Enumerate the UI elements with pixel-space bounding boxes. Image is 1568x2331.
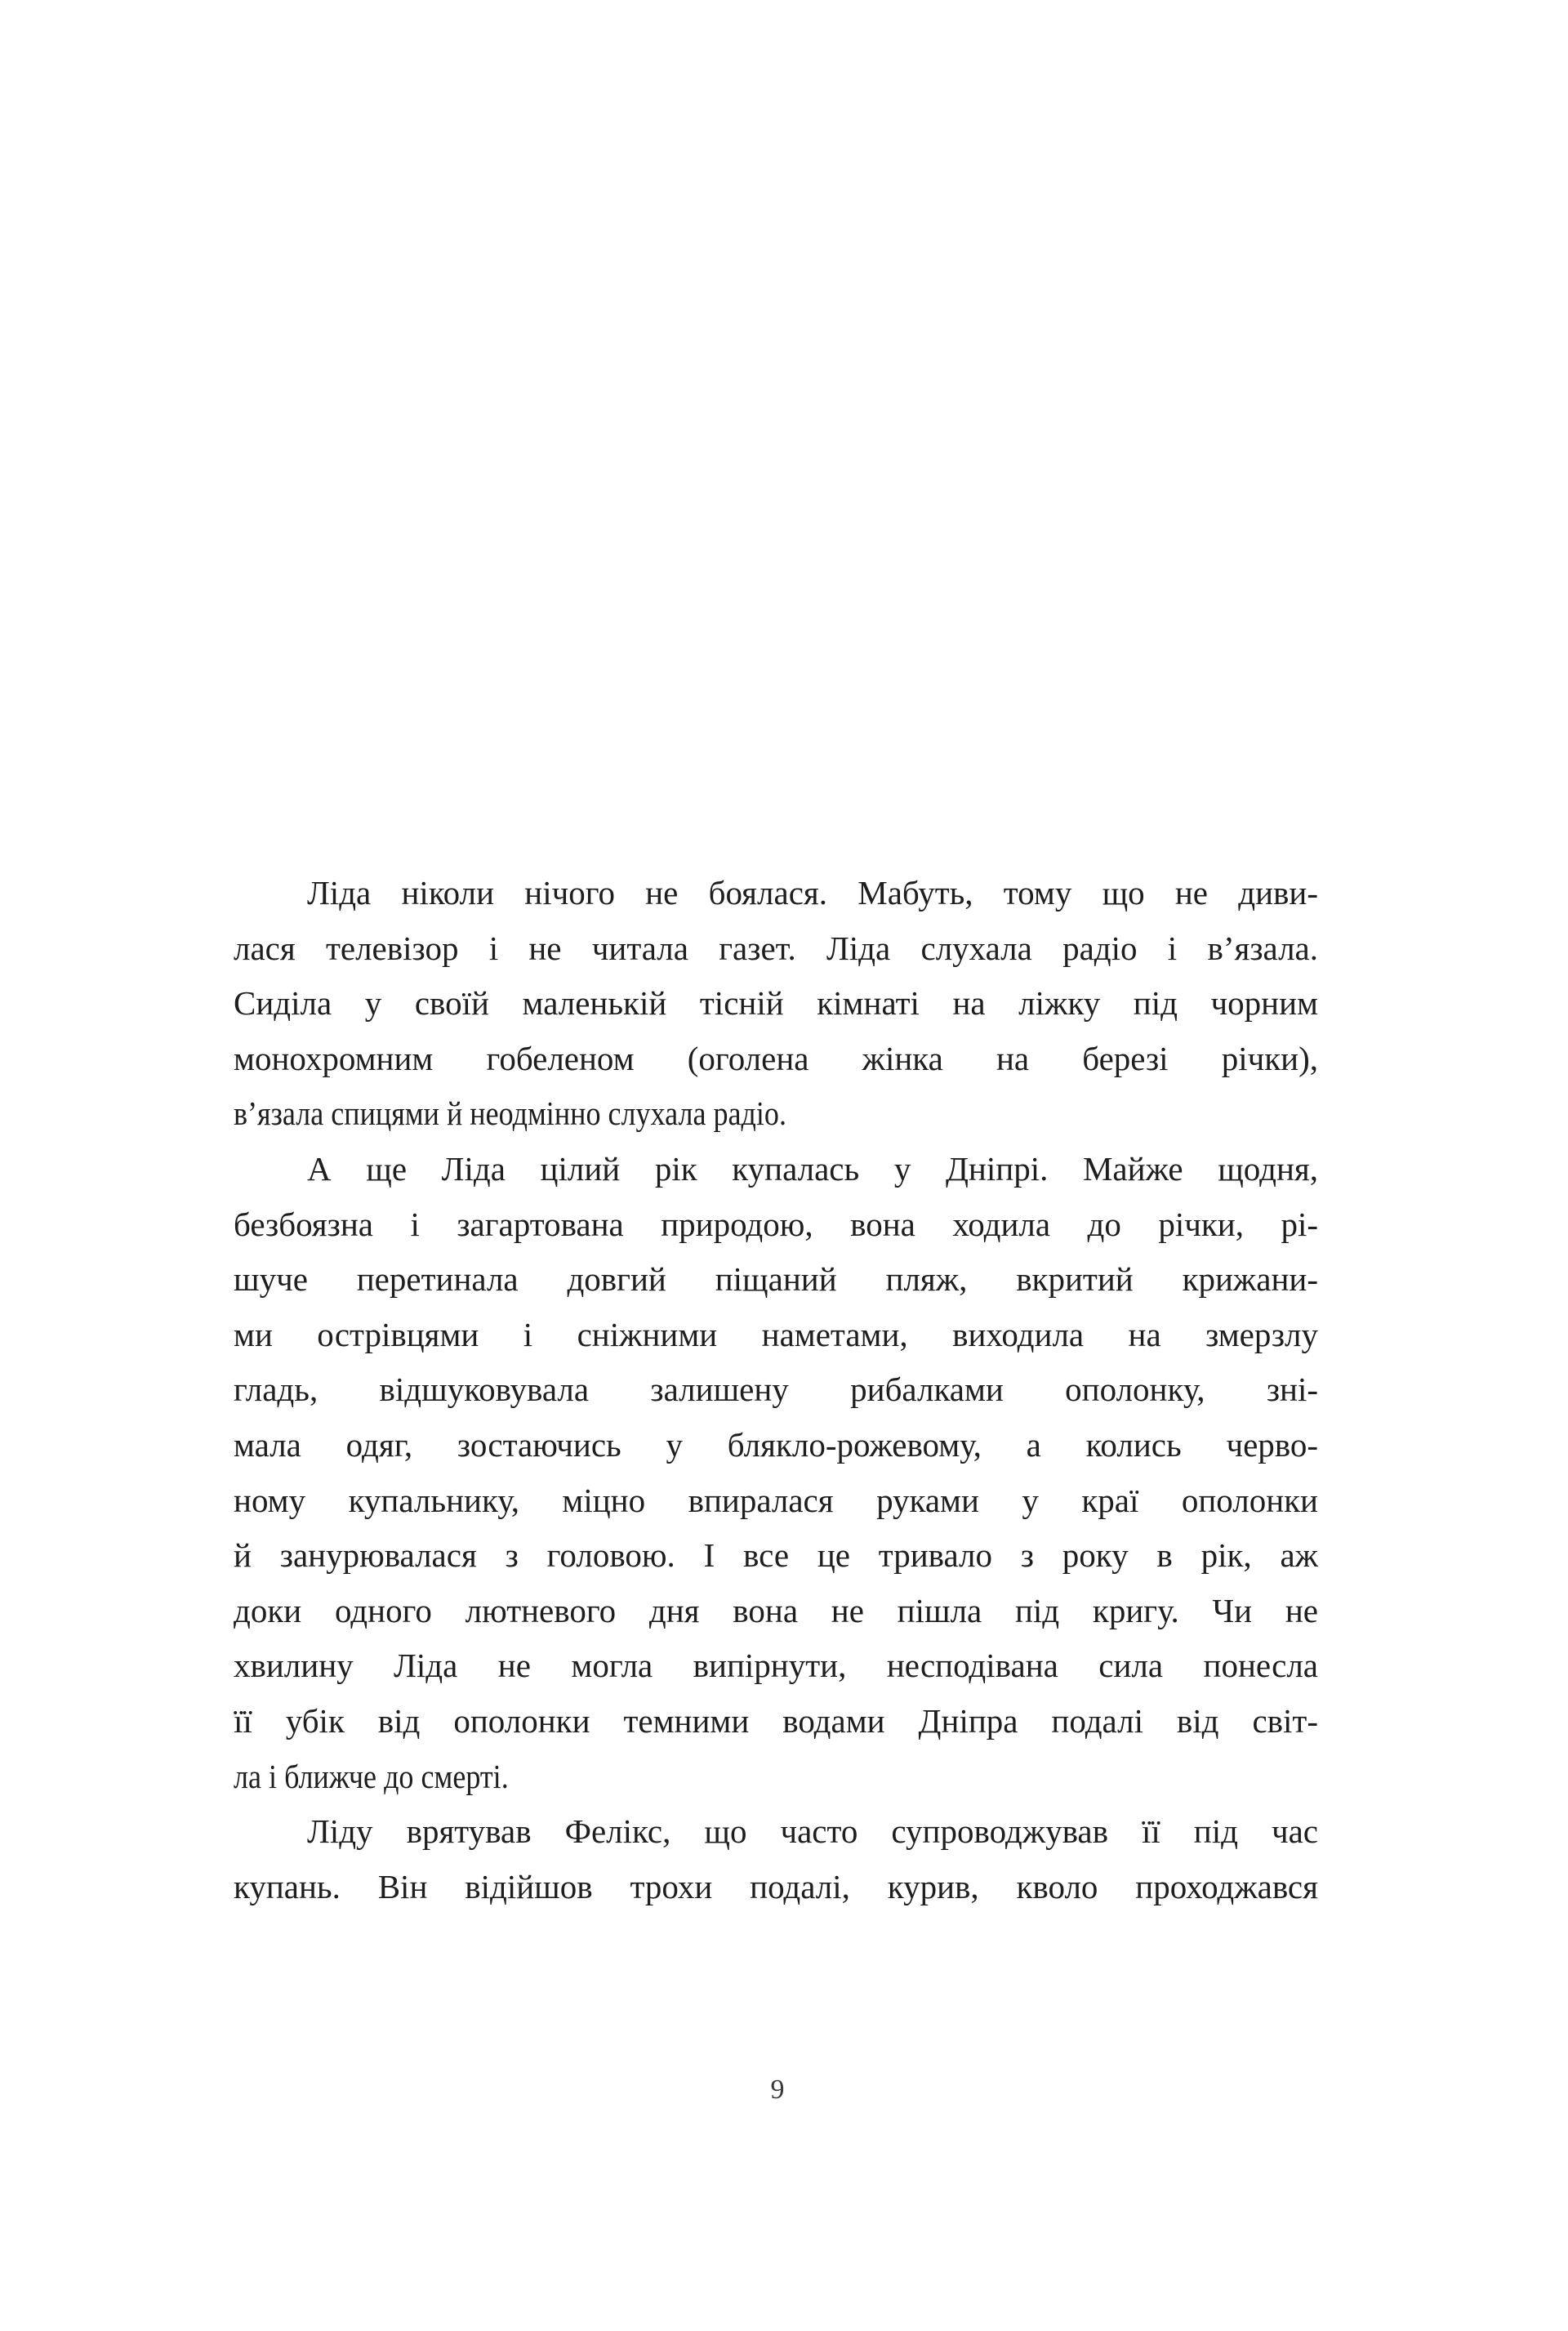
body-text: [234, 866, 1318, 1914]
text-line: Ліда ніколи нічого не боялася. Мабуть, тому що не диви-: [307, 874, 1318, 911]
text-line: хвилину Ліда не могла випірнути, несподівана сила понесла: [234, 1647, 1318, 1685]
text-line: монохромним гобеленом (оголена жінка на березі річки),: [234, 1039, 1318, 1077]
text-line: шуче перетинала довгий піщаний пляж, вкритий крижани-: [234, 1260, 1318, 1299]
text-line: доки одного лютневого дня вона не пішла під кригу. Чи не: [234, 1591, 1318, 1629]
paragraph-2: [234, 1142, 1318, 1804]
text-line: мала одяг, зостаючись у блякло-рожевому, а колись черво-: [234, 1425, 1318, 1464]
text-line: її убік від ополонки темними водами Дніпра подалі від світ-: [234, 1701, 1318, 1740]
text-line: Ліду врятував Фелікс, що часто супроводжував її під час: [307, 1812, 1318, 1851]
text-line: ному купальнику, міцно впиралася руками у краї ополонки: [234, 1481, 1318, 1519]
text-line: купань. Він відійшов трохи подалі, курив, кволо проходжався: [234, 1867, 1318, 1905]
text-line: й занурювалася з головою. І все це тривало з року в рік, аж: [234, 1536, 1318, 1575]
text-line: А ще Ліда цілий рік купалась у Дніпрі. Майже щодня,: [307, 1149, 1318, 1188]
text-line: ла і ближче до смерті.: [234, 1757, 509, 1795]
text-line: ми острівцями і сніжними наметами, виходила на змерзлу: [234, 1315, 1318, 1353]
text-line: Сиділа у своїй маленькій тісній кімнаті на ліжку під чорним: [234, 984, 1318, 1023]
text-line: безбоязна і загартована природою, вона ходила до річки, рі-: [234, 1205, 1318, 1243]
text-line: лася телевізор і не читала газет. Ліда слухала радіо і в’язала.: [234, 929, 1318, 967]
text-line: в’язала спицями й неодмінно слухала радіо.: [234, 1094, 786, 1133]
paragraph-1: [234, 866, 1318, 1142]
text-line: гладь, відшуковувала залишену рибалками ополонку, зні-: [234, 1371, 1318, 1409]
page-number: 9: [770, 2075, 785, 2105]
paragraph-3: [234, 1804, 1318, 1914]
